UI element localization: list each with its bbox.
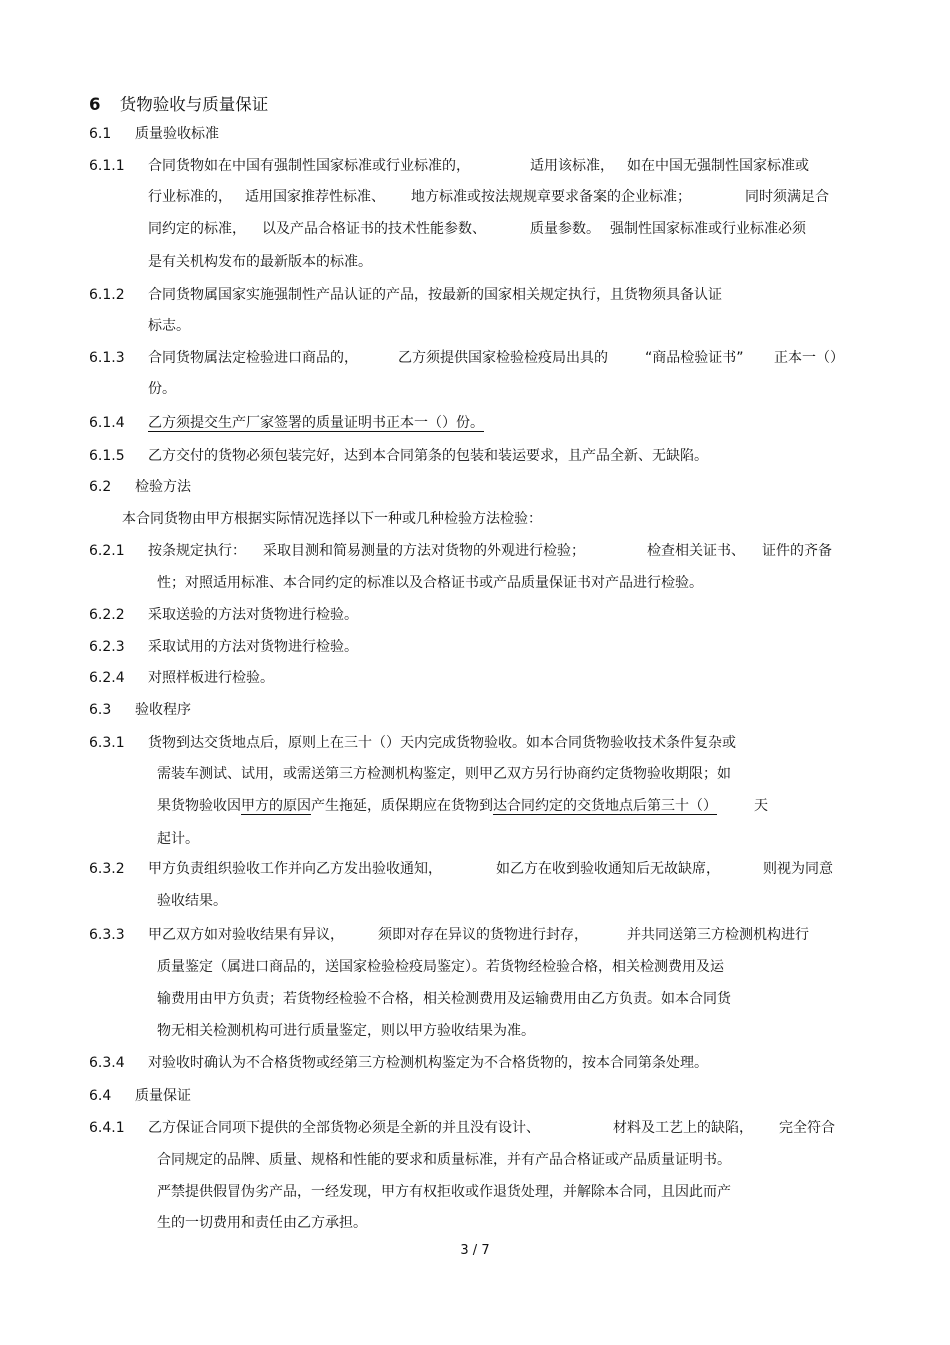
- clause-6-3-1-fragment: 果货物验收因: [157, 798, 241, 814]
- clause-6-3-1-text: 货物到达交货地点后，原则上在三十（）天内完成货物验收。如本合同货物验收技术条件复杂或: [148, 735, 736, 751]
- clause-6-1-1-text: 适用国家推荐性标准、: [245, 189, 385, 205]
- clause-6-3-2-number: 6.3.2: [89, 861, 125, 877]
- clause-6-3-3-text: 并共同送第三方检测机构进行: [627, 927, 809, 943]
- clause-6-2-3-number: 6.2.3: [89, 639, 125, 655]
- clause-6-3-3-text: 物无相关检测机构可进行质量鉴定，则以甲方验收结果为准。: [157, 1023, 535, 1039]
- clause-6-4-1-text: 完全符合: [779, 1120, 835, 1136]
- clause-6-1-1-text: 以及产品合格证书的技术性能参数、: [262, 221, 486, 237]
- clause-6-1-1-text: 适用该标准，: [530, 158, 614, 174]
- clause-6-1-1-text: 如在中国无强制性国家标准或: [627, 158, 809, 174]
- clause-6-3-3-text: 甲乙双方如对验收结果有异议，: [148, 927, 344, 943]
- subsection-6-2-title: 检验方法: [135, 479, 191, 495]
- clause-6-4-1-text: 严禁提供假冒伪劣产品，一经发现，甲方有权拒收或作退货处理，并解除本合同，且因此而产: [157, 1184, 731, 1200]
- clause-6-1-4-text: 乙方须提交生产厂家签署的质量证明书正本一（）份。: [148, 415, 484, 431]
- clause-6-1-5-number: 6.1.5: [89, 448, 125, 464]
- clause-6-2-1-text: 检查相关证书、: [647, 543, 745, 559]
- clause-6-1-1-text: 同时须满足合: [745, 189, 829, 205]
- clause-6-1-1-text: 合同货物如在中国有强制性国家标准或行业标准的，: [148, 158, 470, 174]
- clause-6-3-1-fragment: 产生拖延，质保期应在货物到: [311, 798, 493, 814]
- clause-6-2-2-text: 采取送验的方法对货物进行检验。: [148, 607, 358, 623]
- subsection-6-3-title: 验收程序: [135, 702, 191, 718]
- section-number: 6: [89, 95, 101, 114]
- clause-6-3-1-text: [157, 797, 717, 815]
- clause-6-4-1-number: 6.4.1: [89, 1120, 125, 1136]
- clause-6-2-1-text: 采取目测和简易测量的方法对货物的外观进行检验；: [263, 543, 585, 559]
- clause-6-1-2-text: 标志。: [148, 318, 190, 334]
- clause-6-3-1-number: 6.3.1: [89, 735, 125, 751]
- clause-6-4-1-text: 合同规定的品牌、质量、规格和性能的要求和质量标准，并有产品合格证或产品质量证明书。: [157, 1152, 731, 1168]
- clause-6-1-4-number: 6.1.4: [89, 415, 125, 431]
- clause-6-3-4-text: 对验收时确认为不合格货物或经第三方检测机构鉴定为不合格货物的，按本合同第条处理。: [148, 1055, 708, 1071]
- clause-6-2-1-text: 按条规定执行：: [148, 543, 246, 559]
- clause-6-3-3-text: 须即对存在异议的货物进行封存，: [378, 927, 588, 943]
- subsection-6-3-number: 6.3: [89, 702, 112, 718]
- clause-6-3-2-text: 则视为同意: [763, 861, 833, 877]
- clause-6-1-3-text: 份。: [148, 381, 176, 397]
- clause-6-1-1-text: 是有关机构发布的最新版本的标准。: [148, 254, 372, 270]
- clause-6-3-2-text: 验收结果。: [157, 893, 227, 909]
- clause-6-4-1-text: 乙方保证合同项下提供的全部货物必须是全新的并且没有设计、: [148, 1120, 540, 1136]
- clause-6-3-3-text: 质量鉴定（属进口商品的，送国家检验检疫局鉴定）。若货物经检验合格，相关检测费用及运: [157, 959, 724, 975]
- clause-6-3-2-text: 如乙方在收到验收通知后无故缺席，: [496, 861, 720, 877]
- clause-6-1-1-text: 同约定的标准，: [148, 221, 246, 237]
- section-heading: [89, 94, 268, 116]
- clause-6-1-1-text: 地方标准或按法规规章要求备案的企业标准；: [411, 189, 691, 205]
- page-number: 3 / 7: [460, 1243, 490, 1258]
- clause-6-3-4-number: 6.3.4: [89, 1055, 125, 1071]
- clause-6-1-3-number: 6.1.3: [89, 350, 125, 366]
- clause-6-3-3-number: 6.3.3: [89, 927, 125, 943]
- clause-6-1-3-text: “商品检验证书”: [645, 350, 744, 366]
- clause-6-1-2-text: 合同货物属国家实施强制性产品认证的产品，按最新的国家相关规定执行，且货物须具备认证: [148, 287, 722, 303]
- section-title: 货物验收与质量保证: [119, 95, 269, 114]
- clause-6-2-4-text: 对照样板进行检验。: [148, 670, 274, 686]
- subsection-6-4-title: 质量保证: [135, 1088, 191, 1104]
- subsection-6-1-number: 6.1: [89, 126, 112, 142]
- clause-6-1-1-text: 强制性国家标准或行业标准必须: [610, 221, 806, 237]
- clause-6-2-1-text: 性；对照适用标准、本合同约定的标准以及合格证书或产品质量保证书对产品进行检验。: [157, 575, 703, 591]
- clause-6-3-1-text: 天: [754, 798, 768, 814]
- clause-6-4-1-text: 材料及工艺上的缺陷，: [613, 1120, 753, 1136]
- clause-6-3-3-text: 输费用由甲方负责；若货物经检验不合格，相关检测费用及运输费用由乙方负责。如本合同货: [157, 991, 731, 1007]
- clause-6-3-1-underlined: 达合同约定的交货地点后第三十（）: [493, 798, 717, 814]
- subsection-6-2-number: 6.2: [89, 479, 112, 495]
- subsection-6-1-title: 质量验收标准: [135, 126, 219, 142]
- subsection-6-4-number: 6.4: [89, 1088, 112, 1104]
- clause-6-3-1-underlined: 甲方的原因: [241, 798, 311, 814]
- clause-6-2-1-number: 6.2.1: [89, 543, 125, 559]
- clause-6-3-2-text: 甲方负责组织验收工作并向乙方发出验收通知，: [148, 861, 442, 877]
- clause-6-3-1-text: 起计。: [157, 831, 199, 847]
- clause-6-1-3-text: 正本一（）: [774, 350, 844, 366]
- clause-6-1-1-text: 质量参数。: [530, 221, 600, 237]
- clause-6-4-1-text: 生的一切费用和责任由乙方承担。: [157, 1215, 367, 1231]
- clause-6-2-1-text: 证件的齐备: [762, 543, 832, 559]
- clause-6-2-2-number: 6.2.2: [89, 607, 125, 623]
- clause-6-2-3-text: 采取试用的方法对货物进行检验。: [148, 639, 358, 655]
- clause-6-1-1-number: 6.1.1: [89, 158, 125, 174]
- clause-6-1-5-text: 乙方交付的货物必须包装完好，达到本合同第条的包装和装运要求，且产品全新、无缺陷。: [148, 448, 708, 464]
- clause-6-3-1-text: 需装车测试、试用，或需送第三方检测机构鉴定，则甲乙双方另行协商约定货物验收期限；如: [157, 766, 731, 782]
- clause-6-1-1-text: 行业标准的，: [148, 189, 232, 205]
- clause-6-2-4-number: 6.2.4: [89, 670, 125, 686]
- clause-6-1-2-number: 6.1.2: [89, 287, 125, 303]
- subsection-6-2-intro: 本合同货物由甲方根据实际情况选择以下一种或几种检验方法检验：: [122, 511, 542, 527]
- clause-6-1-3-text: 合同货物属法定检验进口商品的，: [148, 350, 358, 366]
- clause-6-1-3-text: 乙方须提供国家检验检疫局出具的: [398, 350, 608, 366]
